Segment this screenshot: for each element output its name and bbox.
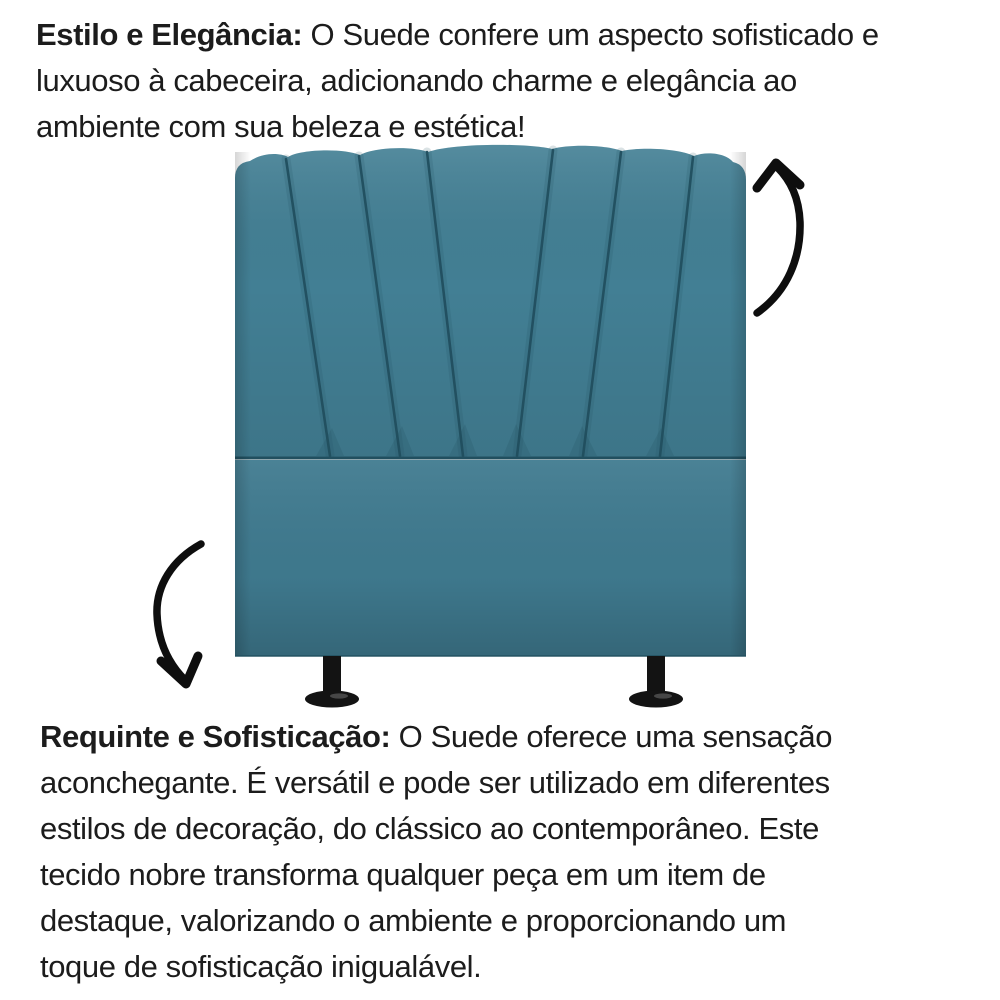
paragraph-line bbox=[40, 714, 832, 760]
left-edge-shade bbox=[235, 152, 251, 656]
paragraph-line: luxuoso à cabeceira, adicionando charme e elegância ao bbox=[36, 63, 797, 98]
headboard-leg-right bbox=[629, 656, 683, 708]
paragraph-line: ambiente com sua beleza e estética! bbox=[36, 109, 526, 144]
curved-arrow-up-icon bbox=[757, 163, 800, 313]
bottom-paragraph bbox=[40, 714, 832, 990]
paragraph-line: tecido nobre transforma qualquer peça em um item de bbox=[40, 857, 766, 892]
lower-shading bbox=[235, 460, 746, 656]
paragraph-text: O Suede confere um aspecto sofisticado e bbox=[302, 17, 879, 52]
paragraph-text: O Suede oferece uma sensação bbox=[390, 719, 833, 754]
paragraph-line: estilos de decoração, do clássico ao contemporâneo. Este bbox=[40, 811, 819, 846]
paragraph-line: aconchegante. É versátil e pode ser utilizado em diferentes bbox=[40, 765, 830, 800]
headboard bbox=[235, 145, 746, 708]
paragraph-line: destaque, valorizando o ambiente e proporcionando um bbox=[40, 903, 787, 938]
curved-arrow-down-icon bbox=[157, 544, 201, 684]
bold-lead: Requinte e Sofisticação: bbox=[40, 719, 391, 754]
paragraph-line: toque de sofisticação inigualável. bbox=[40, 949, 482, 984]
headboard-leg-left bbox=[305, 656, 359, 708]
right-edge-shade bbox=[730, 152, 746, 656]
bold-lead: Estilo e Elegância: bbox=[36, 17, 303, 52]
